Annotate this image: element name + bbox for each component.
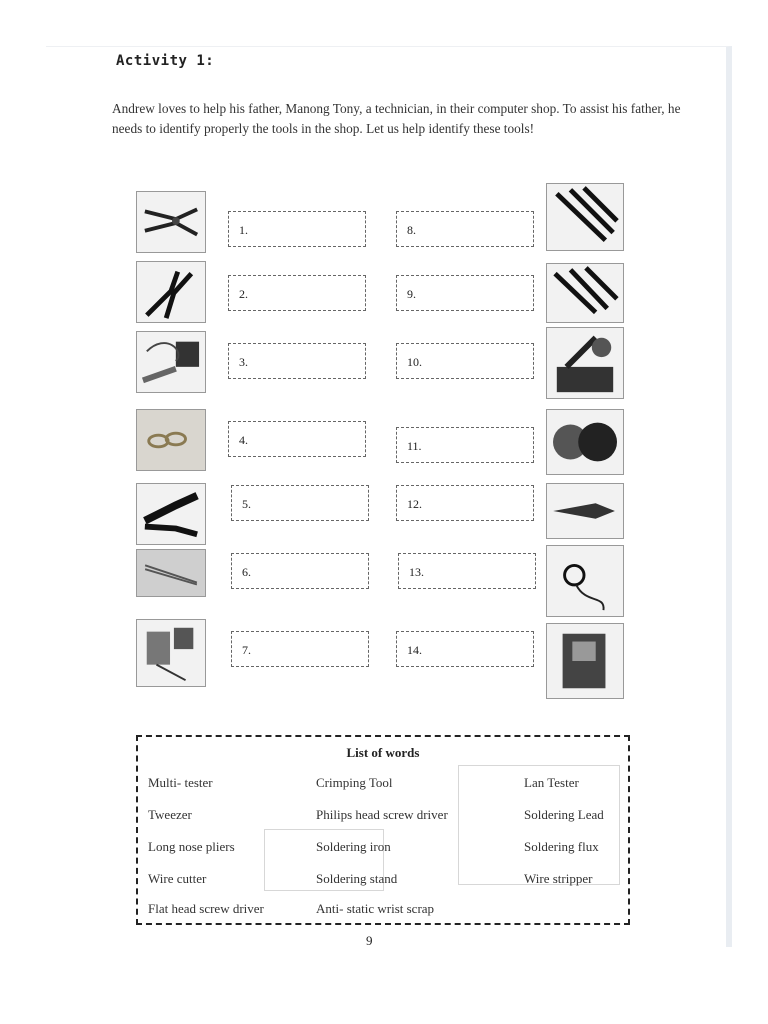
- answer-box-11[interactable]: 11.: [396, 427, 534, 463]
- answer-box-4[interactable]: 4.: [228, 421, 366, 457]
- word-item: Soldering stand: [316, 871, 398, 886]
- image-soldering-lead: [136, 409, 206, 471]
- answer-box-3[interactable]: 3.: [228, 343, 366, 379]
- word-item: Lan Tester: [524, 775, 579, 790]
- word-list-title: List of words: [346, 745, 420, 760]
- word-item: Wire cutter: [148, 871, 207, 886]
- image-flat-head-screwdrivers: [546, 183, 624, 251]
- word-item: Philips head screw driver: [316, 807, 448, 822]
- image-philips-screwdrivers: [546, 263, 624, 323]
- word-list-box: [136, 735, 630, 925]
- page-number: 9: [366, 933, 373, 948]
- activity-instructions: Andrew loves to help his father, Manong Tony, a technician, in their computer shop. To assist his father, he needs to identify properly the tools in the shop. Let us help identify these tools!: [112, 101, 681, 136]
- image-wire-cutter: [136, 261, 206, 323]
- answer-box-6[interactable]: 6.: [231, 553, 369, 589]
- word-item: Long nose pliers: [148, 839, 235, 854]
- image-tweezer: [136, 549, 206, 597]
- answer-box-12[interactable]: 12.: [396, 485, 534, 521]
- image-multi-tester: [136, 619, 206, 687]
- answer-box-10[interactable]: 10.: [396, 343, 534, 379]
- image-flat-pliers: [136, 191, 206, 253]
- word-item: Tweezer: [148, 807, 192, 822]
- word-item: Crimping Tool: [316, 775, 393, 790]
- image-crimping-tool: [136, 483, 206, 545]
- word-item: Anti- static wrist scrap: [316, 901, 435, 916]
- word-item: Soldering iron: [316, 839, 391, 854]
- image-soldering-iron: [136, 331, 206, 393]
- image-lan-tester: [546, 623, 624, 699]
- answer-box-1[interactable]: 1.: [228, 211, 366, 247]
- activity-heading: Activity 1:: [116, 53, 215, 69]
- word-item: Soldering Lead: [524, 807, 604, 822]
- image-soldering-flux: [546, 409, 624, 475]
- image-soldering-stand: [546, 327, 624, 399]
- answer-box-14[interactable]: 14.: [396, 631, 534, 667]
- image-anti-static-wrist-strap: [546, 545, 624, 617]
- answer-box-7[interactable]: 7.: [231, 631, 369, 667]
- word-item: Multi- tester: [148, 775, 213, 790]
- worksheet-page: [46, 46, 732, 947]
- word-item: Soldering flux: [524, 839, 599, 854]
- answer-box-8[interactable]: 8.: [396, 211, 534, 247]
- answer-box-2[interactable]: 2.: [228, 275, 366, 311]
- answer-box-5[interactable]: 5.: [231, 485, 369, 521]
- answer-box-13[interactable]: 13.: [398, 553, 536, 589]
- answer-box-9[interactable]: 9.: [396, 275, 534, 311]
- image-wire-stripper: [546, 483, 624, 539]
- word-item: Wire stripper: [524, 871, 593, 886]
- word-item: Flat head screw driver: [148, 901, 264, 916]
